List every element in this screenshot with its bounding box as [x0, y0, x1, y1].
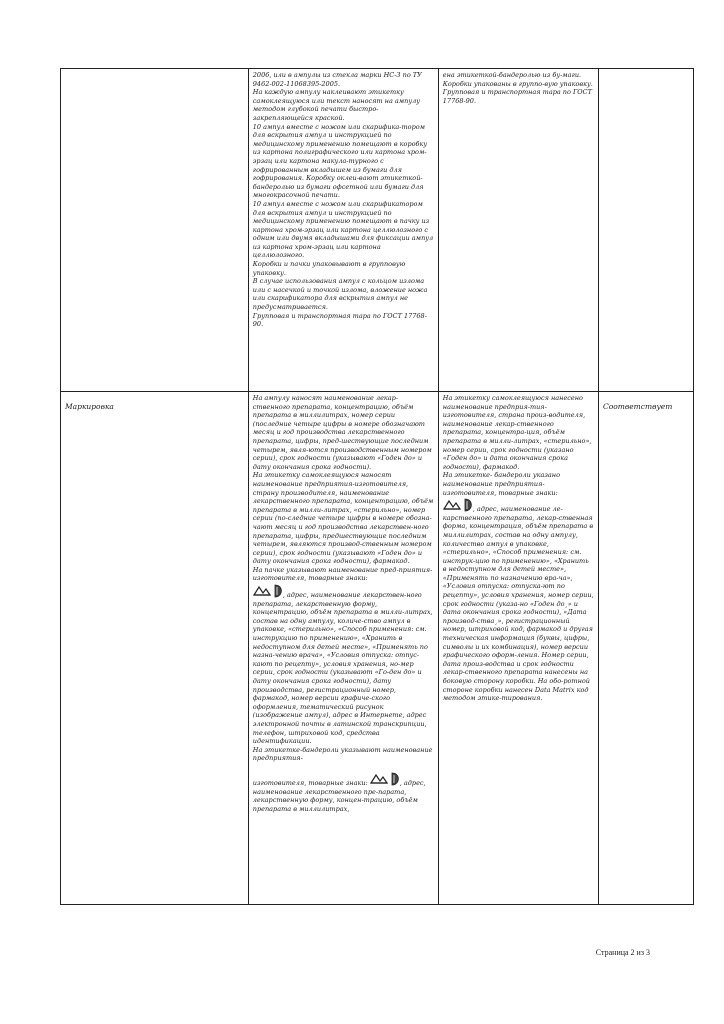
composition-cell [248, 392, 438, 905]
row-label-marking: Маркировка [65, 402, 114, 411]
trademark-icon [253, 585, 271, 597]
verdict-cell [598, 69, 693, 392]
composition-cell [248, 69, 438, 392]
table-row [61, 69, 694, 392]
shield-icon [390, 772, 400, 786]
marking-actual-text-a: На этикетку самоклеящуюся нанесено наименование предприя-тия-изготовителя, страна произ-водителя, наименование лекар-ственного препарата, концентра-ция, объём препарата в милли-литрах, «стерильно», номер серии, срок годности (указано «Годен до» и дата окончания срока годности), фармакод. На этикетке- бандероли указано наименование предприятия-изготовителя, товарные знаки: [442, 394, 592, 497]
table-row [61, 392, 694, 905]
trademark-icons [443, 498, 473, 512]
marking-requirements-text-d: , адрес, наименование лекарственного пре-парата, лекарственную форму, концен-трацию, объём препарата в миллилитрах, [252, 778, 426, 813]
shield-icon [273, 584, 283, 598]
verdict-cell [598, 392, 693, 905]
page-number: Страница 2 из 3 [595, 948, 650, 957]
marking-requirements-text-b: , адрес, наименование лекарствен-ного препарата, лекарственную форму, концентрацию, объём препарата в милли-литрах, состав на одну ампулу, количе-ство ампул в упаковке, «стерильно», «Способ применения: см. инструкцию по применению», «Хранить в недоступном для детей месте», «Применять по назна-чению врача», «Условия отпуска: отпус-кают по рецепту», условия хранения, но-мер серии, срок годности (указывают «Го-ден до» и дату окончания срока годности), дату производства, регистрационный номер, фармакод, номер версии графиче-ского оформления, тематический рисунок (изображение ампул), адрес в Интернете, адрес электронной почты в латинской транскрипции, телефон, штриховой код, средства идентификации. На этикетке-бандероли указывают наименование предприятия- [252, 591, 433, 763]
packaging-actual-text: ена этикеткой-бандеролью из бу-маги. Коробки упакованы в группо-вую упаковку. Групповая и транспортная тара по ГОСТ 17768-90. [442, 71, 593, 105]
shield-icon [463, 498, 473, 512]
row-label-cell [61, 392, 249, 905]
trademark-icons [370, 772, 400, 786]
marking-requirements-text-a: На ампулу наносят наименование лекар-ственного препарата, концентрацию, объём препарата в миллилитрах, номер серии (последние четыре цифры в номере обозначают месяц и год производства лекарственного препарата, цифры, пред-шествующие последним четырем, явля-ются производственным номером серии), срок годности (указывают «Годен до» и дату окончания срока годности). На этикетку самоклеящуюся наносят наименование предприятия-изготовителя, страну производителя, наименование лекарственного препарата, концентрацию, объём препарата в милли-литрах, «стерильно», номер серии (по-следние четыре цифры в номере обозна-чают месяц и год производства лекарствен-ного препарата, цифры, предшествующие последним четырем, являются производ-ственным номером серии), срок годности (указывают «Годен до» и дату окончания срока годности), фармакод. На пачке указывают наименование пред-приятия-изготовителя, товарные знаки: [252, 394, 434, 583]
trademark-icon [370, 773, 388, 785]
trademark-icons [253, 584, 283, 598]
actual-cell [438, 69, 598, 392]
actual-cell [438, 392, 598, 905]
specification-table [60, 68, 694, 905]
verdict-text: Соответствует [602, 402, 673, 411]
marking-requirements-text-c: изготовителя, товарные знаки: [252, 778, 368, 787]
trademark-icon [443, 499, 461, 511]
row-label-cell [61, 69, 249, 392]
marking-actual-text-b: , адрес, наименование ле-карственного препарата, лекар-ственная форма, концентрация, объём препарата в миллилитрах, состав на одну ампулу, количество ампул в упаковке, «стерильно», «Способ применения: см. инструк-цию по применению», «Хранить в недоступном для детей месте», «Применять по назначению вра-ча», «Условия отпуска: отпуска-ют по рецепту», условия хранения, номер серии, срок годности (указа-но «Годен до¸» и дата окончания срока годности), «Дата производ-ства¸», регистрационный номер, штриховой код, фармакод и другая техническая информация (буквы, цифры, символы и их комбинация), номер версии графического оформ-ления. Номер серии, дата произ-водства и срок годности лекар-ственного препарата нанесены на боковую сторону коробки. На обо-ротной стороне коробки нанесен Data Matrix код методом этике-тирования. [442, 505, 594, 703]
packaging-requirements-text: 2006, или в ампулы из стекла марки НС-3 по ТУ 9462-002-11068395-2005. На каждую ампулу наклеивают этикетку самоклеящуюся или текст наносят на ампулу методом глубокой печати быстро-закрепляющейся краской. 10 ампул вместе с ножом или скарифика-тором для вскрытия ампул и инструкцией по медицинскому применению помещают в коробку из картона полиграфического или картона хром-эрзац или картона макула-турного с гофрированным вкладышем из бумаги для гофрирования. Коробку оклеи-вают этикеткой-бандеролью из бумаги офсетной или бумаги для многокрасочной печати. 10 ампул вместе с ножом или скарификатором для вскрытия ампул и инструкцией по медицинскому применению помещают в пачку из картона хром-эрзац или картона целлюлозного с одним или двумя вкладышами для фиксации ампул из картона хром-эрзац или картона целлюлозного. Коробки и пачки упаковывают в групповую упаковку. В случае использования ампул с кольцом излома или с насечкой и точкой излома, вложение ножа или скарификатора для вскрытия ампул не предусматривается. Групповая и транспортная тара по ГОСТ 17768-90. [252, 71, 434, 329]
